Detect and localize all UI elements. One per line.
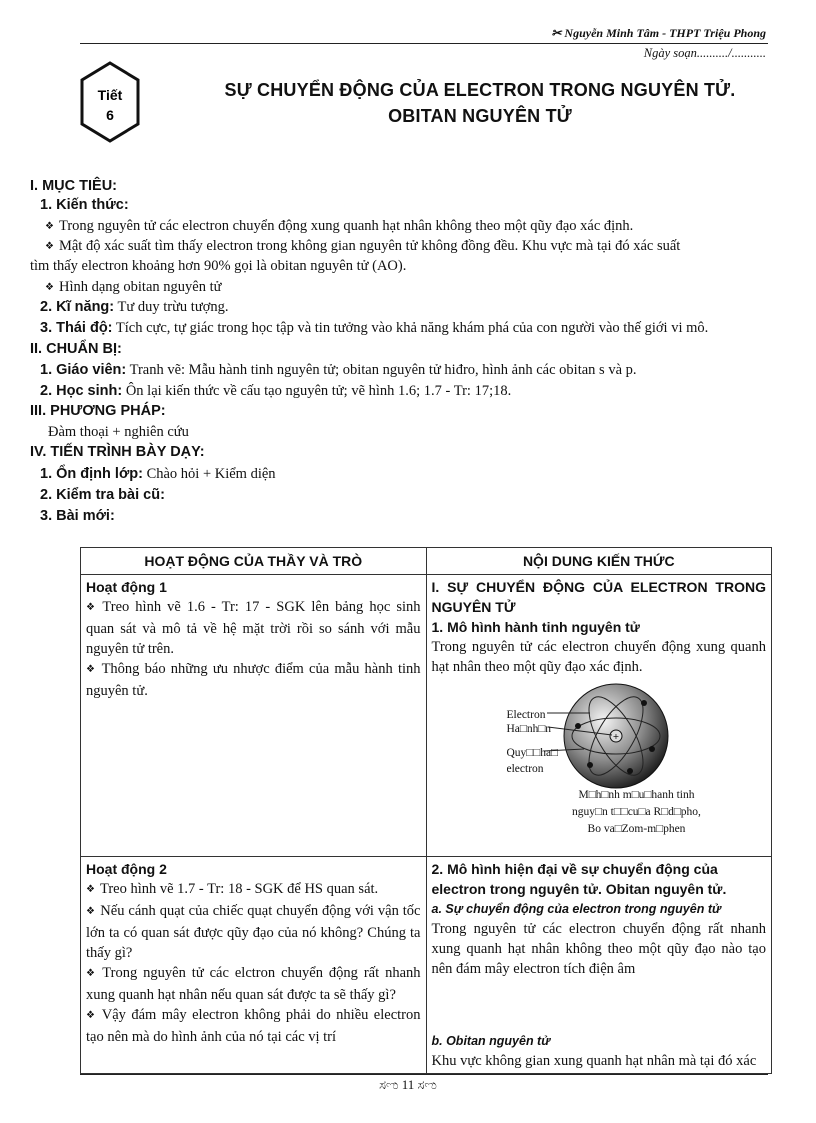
page-number: ಸಌ 11 ಸಌ [379,1077,437,1092]
content-heading: I. SỰ CHUYỂN ĐỘNG CỦA ELECTRON TRONG NGUYÊN TỬ [431,579,766,615]
table-header-activities: HOẠT ĐỘNG CỦA THẦY VÀ TRÒ [81,548,427,575]
content-cell-1 [426,575,772,857]
header-author: ✂ Nguyễn Minh Tâm - THPT Triệu Phong [551,26,766,40]
content-subheading-a: a. Sự chuyển động của electron trong nguyên tử [431,902,721,916]
knowledge-item-3: ❖ Hình dạng obitan nguyên tử [45,279,221,296]
content-text-a: Trong nguyên tử các electron chuyển động rất nhanh xung quanh hạt nhân không theo một qũy đạo nào tạo nên đám mây electron tích điện âm [431,921,766,977]
page-title-line1: SỰ CHUYỂN ĐỘNG CỦA ELECTRON TRONG NGUYÊN TỬ. [224,80,736,100]
table-header-content: NỘI DUNG KIẾN THỨC [426,548,772,575]
section-heading-method: III. PHƯƠNG PHÁP: [30,403,166,419]
method-text: Đàm thoại + nghiên cứu [48,424,189,440]
knowledge-item-1: ❖ Trong nguyên tử các electron chuyển động xung quanh hạt nhân không theo một qũy đạo xác định. [45,218,633,235]
scissors-icon: ✂ [551,26,562,40]
activity-cell-2 [81,857,427,1074]
content-text-b: Khu vực không gian xung quanh hạt nhân mà tại đó xác [431,1053,757,1069]
activity-title: Hoạt động 2 [86,861,167,877]
lesson-badge-number: 6 [106,107,114,123]
header-divider [80,43,768,44]
lesson-table [80,547,772,1074]
skill-line: 2. Kĩ năng: Tư duy trừu tượng. [40,299,229,315]
label-orbit-2: electron [506,763,544,775]
table-row [81,857,772,1074]
procedure-item-2: 2. Kiểm tra bài cũ: [40,487,165,503]
lesson-badge-label: Tiết [97,87,123,103]
footer-divider [80,1074,768,1075]
activity-title: Hoạt động 1 [86,579,167,595]
section-heading-prep: II. CHUẨN BỊ: [30,341,122,357]
activity-bullet: ❖ Vậy đám mây electron không phải do nhiều electron tạo nên mà do hình ảnh của nó tại các vị trí [86,1005,421,1047]
label-nucleus: Ha□nh□n [506,723,552,735]
content-heading: 2. Mô hình hiện đại về sự chuyển động của electron trong nguyên tử. Obitan nguyên tử. [431,861,727,897]
content-cell-2 [426,857,772,1074]
svg-text:+: + [612,732,619,741]
lesson-hexagon-badge [78,60,142,144]
attitude-line: 3. Thái độ: Tích cực, tự giác trong học tập và tin tưởng vào khả năng khám phá của con người vào thế giới vi mô. [40,320,709,336]
teacher-prep-line: 1. Giáo viên: Tranh vẽ: Mẫu hành tinh nguyên tử; obitan nguyên tử hiđro, hình ảnh các obitan s và p. [40,362,637,378]
activity-bullet: ❖ Trong nguyên tử các elctron chuyển động rất nhanh xung quanh hạt nhân nếu quan sát được ta sẽ thấy gì? [86,963,421,1005]
figure-caption: M□h□nh m□u□hanh tinh nguy□n t□□cu□a R□d□pho, Bo va□Zom-m□phen [572,789,701,835]
student-prep-line: 2. Học sinh: Ôn lại kiến thức về cấu tạo nguyên tử; vẽ hình 1.6; 1.7 - Tr: 17;18. [40,383,512,399]
label-orbit: Quy□□ha□ [506,747,558,759]
content-subheading-b: b. Obitan nguyên tử [431,1034,551,1048]
header-date: Ngày soạn........../........... [643,46,766,60]
activity-bullet: ❖ Thông báo những ưu nhược điểm của mẫu hành tinh nguyên tử. [86,659,421,701]
knowledge-item-2-cont: tìm thấy electron khoảng hơn 90% gọi là obitan nguyên tử (AO). [30,258,407,274]
label-electron: Electron [506,709,546,721]
atom-model-figure [432,677,767,839]
procedure-item-1: 1. Ổn định lớp: Chào hỏi + Kiểm diện [40,466,276,482]
knowledge-label: 1. Kiến thức: [40,197,129,213]
activity-bullet: ❖ Treo hình vẽ 1.6 - Tr: 17 - SGK lên bảng học sinh quan sát và mô tả về hệ mặt trời rồi so sánh với mẫu nguyên tử trên. [86,597,421,659]
section-heading-procedure: IV. TIẾN TRÌNH BÀY DẠY: [30,444,205,460]
table-header-row [81,548,772,575]
knowledge-item-2: ❖ Mật độ xác suất tìm thấy electron trong không gian nguyên tử không đồng đều. Khu vực mà tại đó xác suất [45,238,680,255]
page-title-line2: OBITAN NGUYÊN TỬ [388,106,572,126]
content-text: Trong nguyên tử các electron chuyển động xung quanh hạt nhân theo một qũy đạo xác định. [431,639,766,675]
activity-cell-1 [81,575,427,857]
content-subheading: 1. Mô hình hành tinh nguyên tử [431,619,640,635]
procedure-item-3: 3. Bài mới: [40,508,115,524]
activity-bullet: ❖ Treo hình vẽ 1.7 - Tr: 18 - SGK để HS quan sát. [86,879,421,901]
activity-bullet: ❖ Nếu cánh quạt của chiếc quạt chuyển động với vận tốc lớn ta có quan sát được qũy đạo của nó không? Chúng ta thấy gì? [86,901,421,963]
table-row [81,575,772,857]
section-heading-objectives: I. MỤC TIÊU: [30,178,117,194]
